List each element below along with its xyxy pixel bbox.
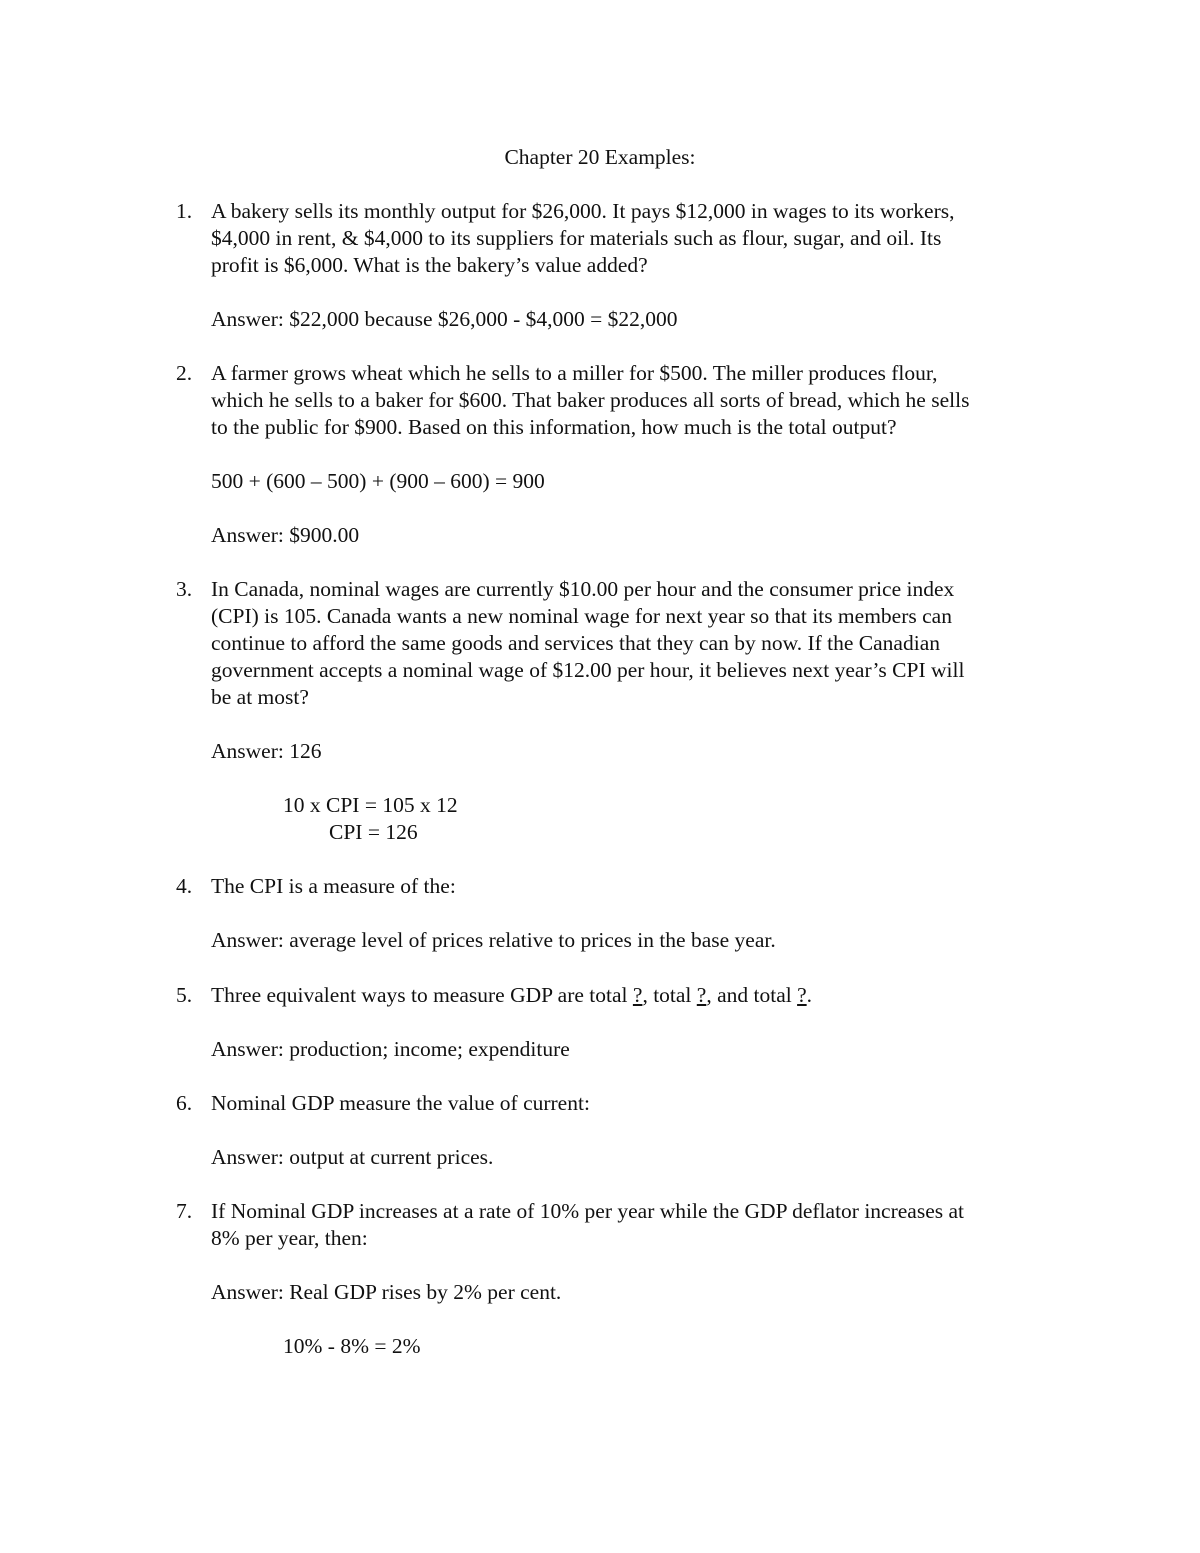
blank-placeholder: ? [632,983,643,1007]
question-1-line: $4,000 in rent, & $4,000 to its suppliers for materials such as flour, sugar, and oil. Its [211,226,942,250]
question-2-line: which he sells to a baker for $600. That baker produces all sorts of bread, which he sells [211,388,970,412]
question-1-line: profit is $6,000. What is the bakery’s value added? [211,253,648,277]
question-3-line: In Canada, nominal wages are currently $10.00 per hour and the consumer price index [211,577,955,601]
question-6-number: 6. [176,1091,193,1115]
question-6-answer: Answer: output at current prices. [211,1145,494,1169]
question-4-answer: Answer: average level of prices relative to prices in the base year. [211,928,776,952]
question-3-answer: Answer: 126 [211,739,322,763]
question-4-text: The CPI is a measure of the: [211,874,456,898]
question-3-text [211,576,1071,711]
blank-placeholder: ? [797,983,807,1007]
question-1-number: 1. [176,199,193,223]
question-3-work-line-2: CPI = 126 [329,820,418,844]
question-3-work-line-1: 10 x CPI = 105 x 12 [283,793,458,817]
question-1-text [211,198,1071,279]
question-7-line: 8% per year, then: [211,1226,368,1250]
question-7-number: 7. [176,1199,193,1223]
question-3-line: be at most? [211,685,309,709]
question-3-line: government accepts a nominal wage of $12.00 per hour, it believes next year’s CPI will [211,658,965,682]
question-1-line: A bakery sells its monthly output for $26,000. It pays $12,000 in wages to its workers, [211,199,955,223]
question-2-line: A farmer grows wheat which he sells to a miller for $500. The miller produces flour, [211,361,938,385]
page-title: Chapter 20 Examples: [504,145,696,169]
question-5-text-part: Three equivalent ways to measure GDP are total [211,983,633,1007]
question-3-line: (CPI) is 105. Canada wants a new nominal wage for next year so that its members can [211,604,952,628]
question-3-number: 3. [176,577,193,601]
question-2-text [211,360,1071,441]
question-5-text-part: , and total [706,983,798,1007]
question-6-text: Nominal GDP measure the value of current: [211,1091,590,1115]
question-5-number: 5. [176,983,193,1007]
question-5-text-part: , total [642,983,697,1007]
question-7-line: If Nominal GDP increases at a rate of 10% per year while the GDP deflator increases at [211,1199,965,1223]
question-5-text-part: . [806,983,813,1007]
question-2-work: 500 + (600 – 500) + (900 – 600) = 900 [211,469,545,493]
blank-placeholder: ? [696,983,707,1007]
question-7-work: 10% - 8% = 2% [283,1334,421,1358]
question-1-answer: Answer: $22,000 because $26,000 - $4,000 = $22,000 [211,307,678,331]
question-5-answer: Answer: production; income; expenditure [211,1037,570,1061]
question-5-text [211,982,1071,1009]
question-2-line: to the public for $900. Based on this information, how much is the total output? [211,415,897,439]
question-2-answer: Answer: $900.00 [211,523,360,547]
question-7-text [211,1198,1071,1252]
question-2-number: 2. [176,361,193,385]
question-7-answer: Answer: Real GDP rises by 2% per cent. [211,1280,562,1304]
question-3-line: continue to afford the same goods and services that they can by now. If the Canadian [211,631,940,655]
question-4-number: 4. [176,874,193,898]
